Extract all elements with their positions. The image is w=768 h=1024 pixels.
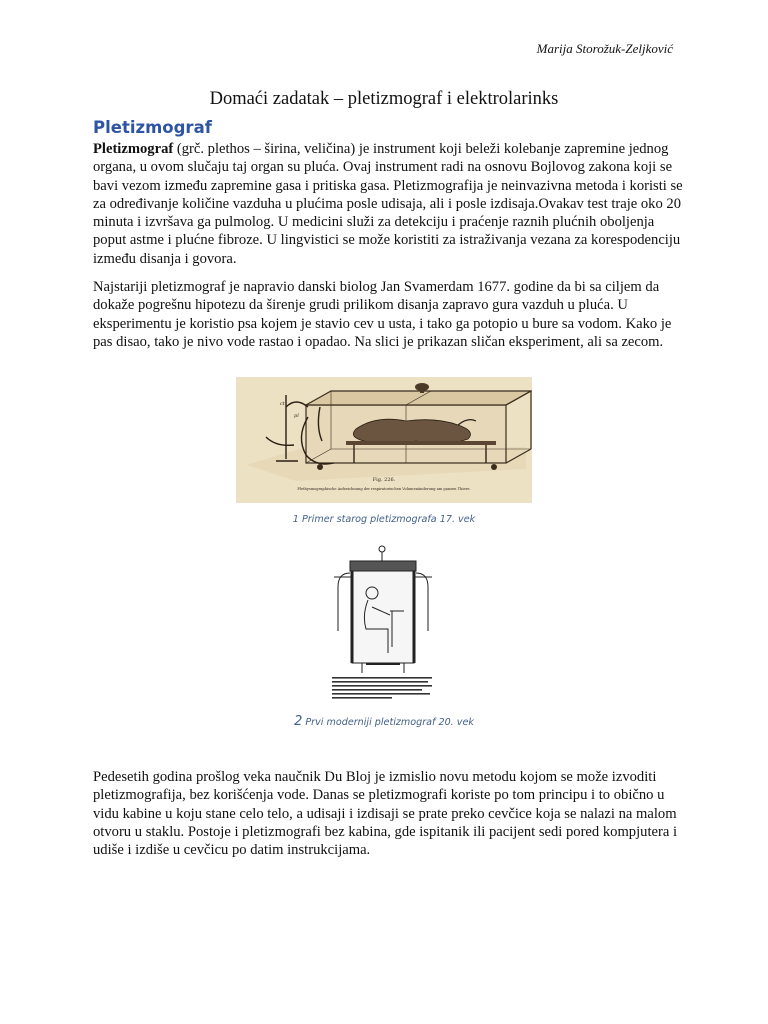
paragraph-intro bbox=[93, 140, 683, 268]
section-heading: Pletizmograf bbox=[93, 118, 212, 137]
figure-old-plethysmograph bbox=[236, 377, 532, 503]
figure-2-caption-text: Prvi moderniji pletizmograf 20. vek bbox=[302, 717, 474, 728]
paragraph-modern: Pedesetih godina prošlog veka naučnik Du Bloj je izmislio novu metodu kojom se može izvoditi pletizmografija, bez korišćenja vode. Danas se pletizmografi koriste po tom principu i to obično u vidu kabine u koju stane celo telo, a udisaji i izdisaji se prate preko cevčice koja se nalazi na malom otvoru u staklu. Postoje i pletizmografi bez kabina, gde ispitanik ili pacijent sedi pored kompjutera i udiše i izdiše u cevčicu po datim instrukcijama. bbox=[93, 769, 678, 859]
paragraph-history: Najstariji pletizmograf je napravio danski biolog Jan Svamerdam 1677. godine da bi sa ciljem da dokaže pogrešnu hipotezu da širenje grudi prilikom disanja zapravo gura vazduh u pluća. U eksperimentu je koristio psa kojem je stavio cev u usta, i tako ga potopio u bure sa vodom. Kako je pas disao, tako je nivo vode rastao i opadao. Na slici je prikazan sličan eksperiment, ali sa zecom. bbox=[93, 279, 672, 350]
figure-2-number: 2 bbox=[294, 714, 303, 729]
figure-1-caption: 1 Primer starog pletizmografa 17. vek bbox=[292, 514, 476, 525]
rabbit-experiment-illustration bbox=[236, 377, 532, 503]
plate-caption: Plethysmographische Aufzeichnung der respiratorischen Volumenänderung am ganzen Thiere. bbox=[297, 487, 471, 491]
figure-2-caption bbox=[0, 714, 768, 729]
plate-label: Fig. 226. bbox=[372, 477, 396, 483]
svg-text:ct: ct bbox=[280, 401, 285, 407]
intro-text: (grč. plethos – širina, veličina) je instrument koji beleži kolebanje zapremine jednog organa, u ovom slučaju taj organ su pluća. Ovaj instrument radi na osnovu Bojlovog zakona koji se bavi vezom između zapremine gasa i pritiska gasa. Pletizmografija je neinvazivna metoda i koristi se za određivanje količine vazduha u plućima posle udisaja, ali i posle izdisaja.Ovakav test traje oko 20 minuta i izvršava ga pulmolog. U medicini služi za detekciju i praćenje raznih plućnih oboljenja poput astme i plućne fibroze. U lingvistici se može koristiti za istraživanja vezana za korespodenciju između disanja i govora. bbox=[93, 141, 683, 267]
body-box-illustration bbox=[330, 543, 434, 701]
figure-modern-plethysmograph bbox=[330, 543, 434, 701]
svg-text:pl: pl bbox=[294, 413, 299, 419]
author-name: Marija Storožuk-Zeljković bbox=[536, 41, 673, 56]
document-title: Domaći zadatak – pletizmograf i elektrolarinks bbox=[209, 89, 559, 109]
term-bold: Pletizmograf bbox=[93, 141, 174, 157]
